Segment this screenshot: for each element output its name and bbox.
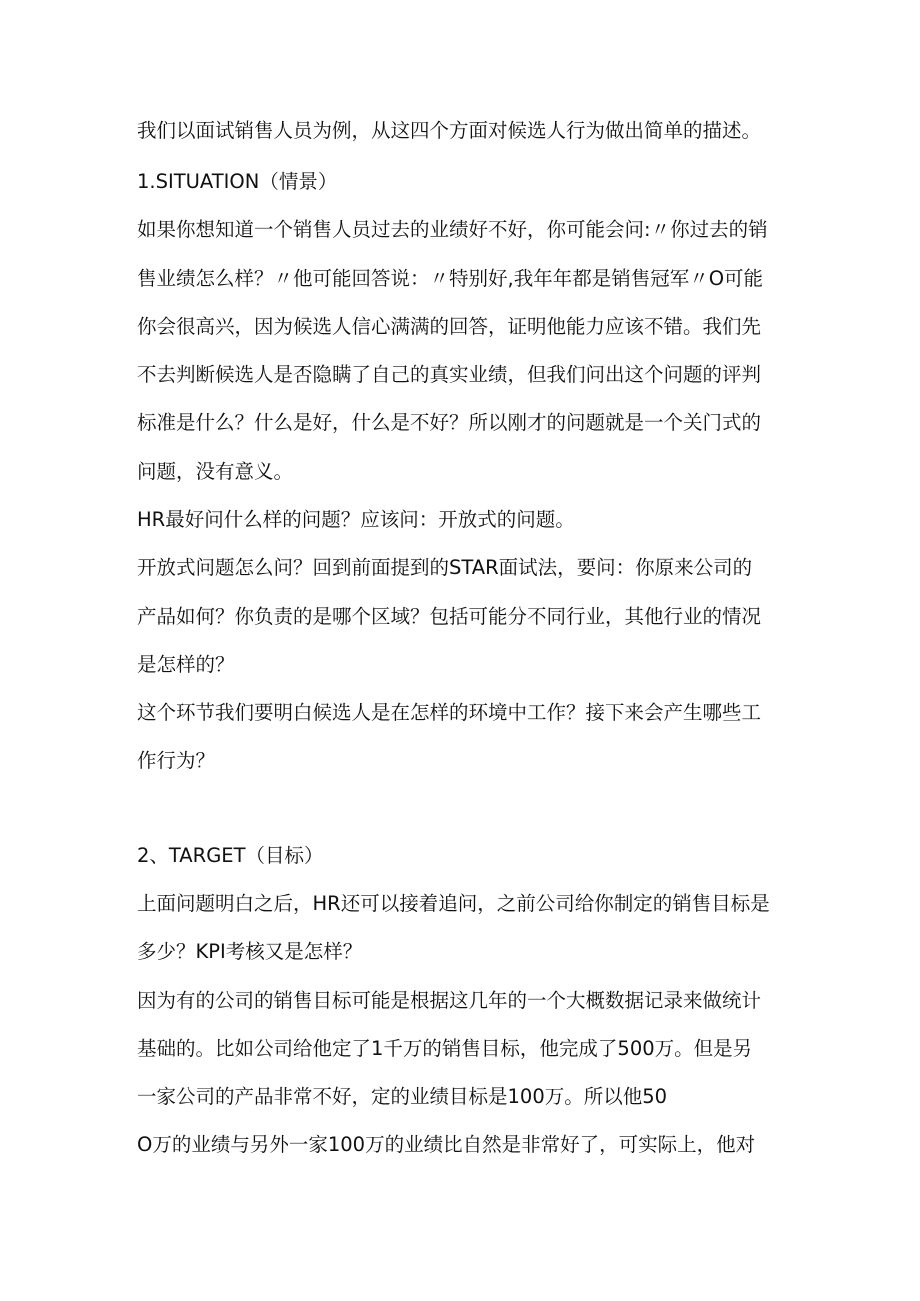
paragraph-line: 售业绩怎么样？〃他可能回答说：〃特别好,我年年都是销售冠军〃O可能	[137, 267, 764, 290]
paragraph-line: 这个环节我们要明白候选人是在怎样的环境中工作？接下来会产生哪些工	[137, 701, 762, 724]
paragraph-line: 是怎样的？	[137, 653, 235, 676]
paragraph-line: 基础的。比如公司给他定了1千万的销售目标，他完成了500万。但是另	[137, 1037, 753, 1060]
paragraph-line: 产品如何？你负责的是哪个区域？包括可能分不同行业，其他行业的情况	[137, 605, 762, 628]
paragraph-line: 如果你想知道一个销售人员过去的业绩好不好，你可能会问:〃你过去的销	[137, 218, 768, 241]
paragraph-line: 一家公司的产品非常不好，定的业绩目标是100万。所以他50	[137, 1085, 668, 1108]
paragraph-line: 多少？KPI考核又是怎样？	[137, 940, 363, 963]
paragraph-line: 开放式问题怎么问？回到前面提到的STAR面试法，要问：你原来公司的	[137, 556, 753, 579]
paragraph-line: 因为有的公司的销售目标可能是根据这几年的一个大概数据记录来做统计	[137, 989, 762, 1012]
paragraph-line: 标准是什么？什么是好，什么是不好？所以刚才的问题就是一个关门式的	[137, 411, 762, 434]
intro-paragraph: 我们以面试销售人员为例，从这四个方面对候选人行为做出简单的描述。	[137, 119, 762, 142]
paragraph-line: 上面问题明白之后，HR还可以接着追问，之前公司给你制定的销售目标是	[137, 892, 770, 915]
paragraph-line: O万的业绩与另外一家100万的业绩比自然是非常好了，可实际上，他对	[137, 1133, 756, 1156]
paragraph-line: HR最好问什么样的问题？应该问：开放式的问题。	[137, 508, 575, 531]
paragraph-line: 你会很高兴，因为候选人信心满满的回答，证明他能力应该不错。我们先	[137, 315, 762, 338]
paragraph-line: 问题，没有意义。	[137, 460, 294, 483]
section-heading-target: 2、TARGET（目标）	[137, 844, 324, 867]
paragraph-line: 作行为？	[137, 749, 216, 772]
paragraph-line: 不去判断候选人是否隐瞒了自己的真实业绩，但我们问出这个问题的评判	[137, 363, 762, 386]
section-heading-situation: 1.SITUATION（情景）	[137, 170, 338, 193]
